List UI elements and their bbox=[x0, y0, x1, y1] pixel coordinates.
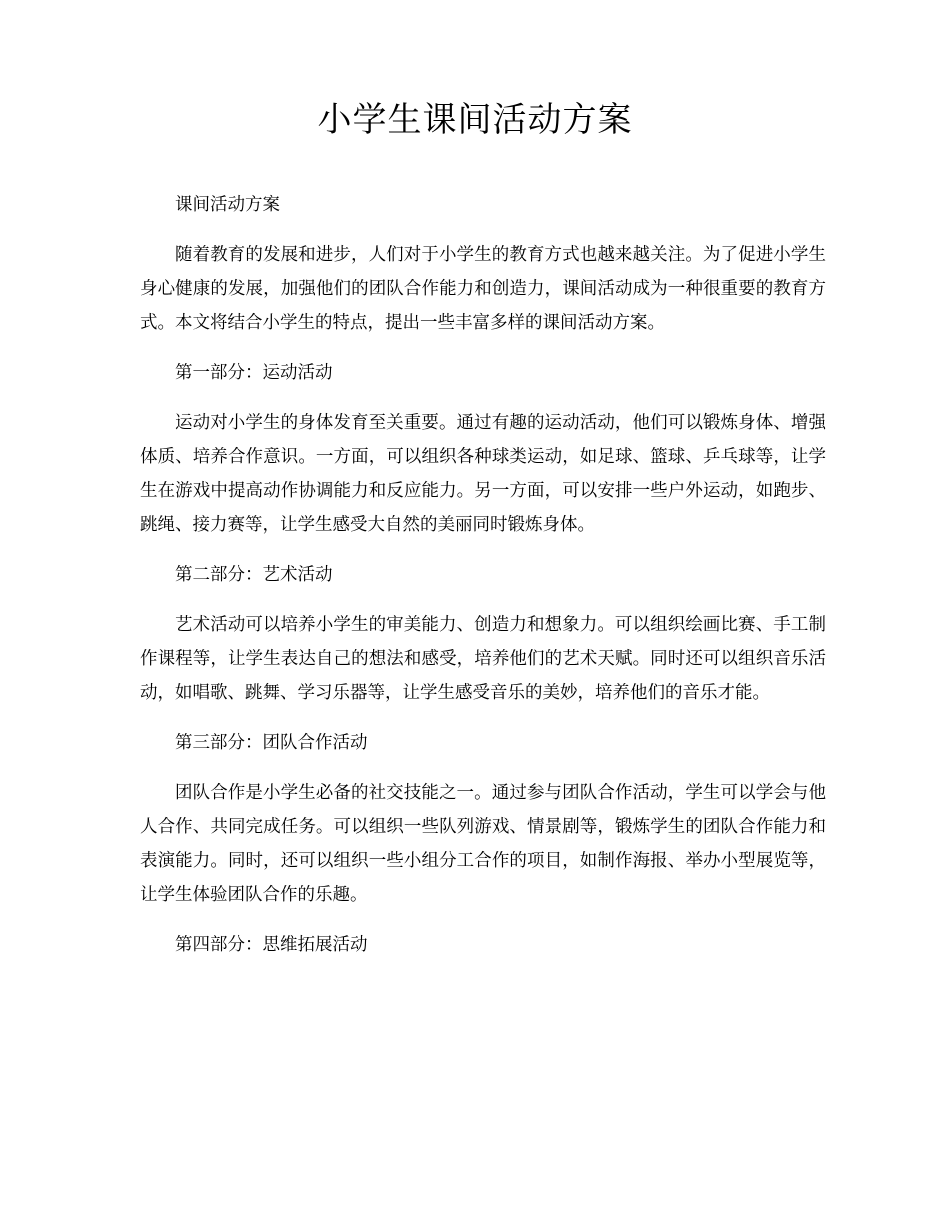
paragraph-subtitle: 课间活动方案 bbox=[175, 195, 280, 215]
section-heading-sports: 第一部分：运动活动 bbox=[175, 363, 333, 383]
paragraph-sports: 运动对小学生的身体发育至关重要。通过有趣的运动活动，他们可以锻炼身体、增强体质、培养合作意识。一方面，可以组织各种球类运动，如足球、篮球、乒乓球等，让学生在游戏中提高动作协调能力和反应能力。另一方面，可以安排一些户外运动，如跑步、跳绳、接力赛等，让学生感受大自然的美丽同时锻炼身体。 bbox=[140, 413, 826, 535]
paragraph-arts: 艺术活动可以培养小学生的审美能力、创造力和想象力。可以组织绘画比赛、手工制作课程等，让学生表达自己的想法和感受，培养他们的艺术天赋。同时还可以组织音乐活动，如唱歌、跳舞、学习乐器等，让学生感受音乐的美妙，培养他们的音乐才能。 bbox=[140, 615, 826, 703]
document-body bbox=[140, 188, 826, 978]
paragraph-teamwork: 团队合作是小学生必备的社交技能之一。通过参与团队合作活动，学生可以学会与他人合作、共同完成任务。可以组织一些队列游戏、情景剧等，锻炼学生的团队合作能力和表演能力。同时，还可以组织一些小组分工合作的项目，如制作海报、举办小型展览等，让学生体验团队合作的乐趣。 bbox=[140, 783, 826, 905]
section-heading-teamwork: 第三部分：团队合作活动 bbox=[175, 733, 368, 753]
section-heading-arts: 第二部分：艺术活动 bbox=[175, 565, 333, 585]
section-heading-thinking: 第四部分：思维拓展活动 bbox=[175, 935, 368, 955]
document-title: 小学生课间活动方案 bbox=[317, 100, 633, 140]
paragraph-intro: 随着教育的发展和进步，人们对于小学生的教育方式也越来越关注。为了促进小学生身心健康的发展，加强他们的团队合作能力和创造力，课间活动成为一种很重要的教育方式。本文将结合小学生的特点，提出一些丰富多样的课间活动方案。 bbox=[140, 245, 826, 333]
